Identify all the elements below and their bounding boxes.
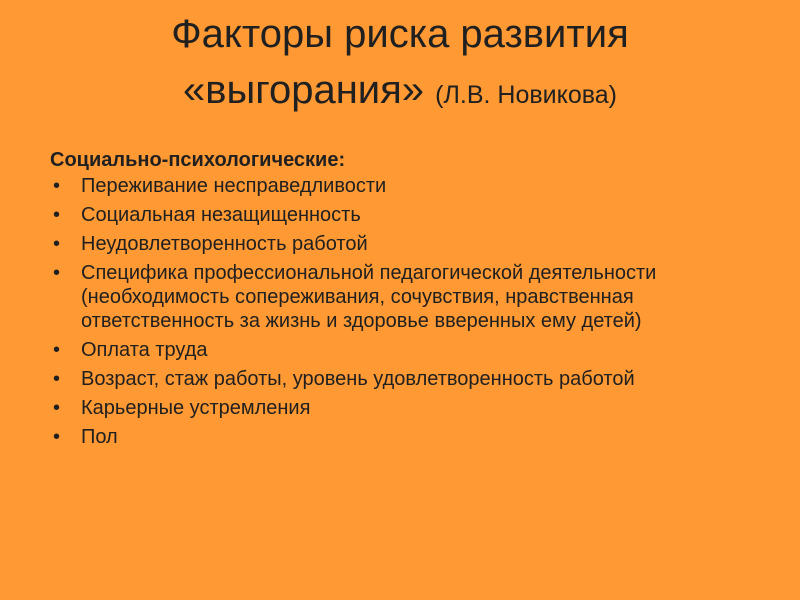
list-item	[50, 174, 770, 198]
bullet-icon: •	[53, 339, 61, 361]
list-item	[50, 203, 770, 227]
list-item	[50, 261, 770, 333]
section-heading: Социально-психологические:	[50, 149, 346, 171]
list-item-text: Оплата труда	[81, 339, 208, 361]
list-item-text: Социальная незащищенность	[81, 204, 361, 226]
list-item-text: Специфика профессиональной педагогической деятельности (необходимость сопереживания, сочувствия, нравственная ответственность за жизнь и здоровье вверенных ему детей)	[81, 262, 657, 332]
bullet-icon: •	[53, 175, 61, 197]
list-item	[50, 232, 770, 256]
slide-content	[50, 146, 770, 454]
list-item-text: Пол	[81, 426, 118, 448]
title-line-1: Факторы риска развития	[171, 12, 629, 56]
list-item-text: Неудовлетворенность работой	[81, 233, 368, 255]
title-author: (Л.В. Новикова)	[435, 81, 617, 109]
bullet-icon: •	[53, 368, 61, 390]
bullet-icon: •	[53, 204, 61, 226]
list-item-text: Переживание несправедливости	[81, 175, 387, 197]
bullet-icon: •	[53, 397, 61, 419]
slide-title	[100, 6, 700, 123]
list-item	[50, 367, 770, 391]
bullet-list	[50, 174, 770, 449]
list-item	[50, 338, 770, 362]
list-item	[50, 425, 770, 449]
title-line-2: «выгорания»	[183, 68, 425, 112]
list-item-text: Возраст, стаж работы, уровень удовлетворенность работой	[81, 368, 635, 390]
bullet-icon: •	[53, 262, 61, 284]
bullet-icon: •	[53, 426, 61, 448]
bullet-icon: •	[53, 233, 61, 255]
list-item	[50, 396, 770, 420]
list-item-text: Карьерные устремления	[81, 397, 311, 419]
